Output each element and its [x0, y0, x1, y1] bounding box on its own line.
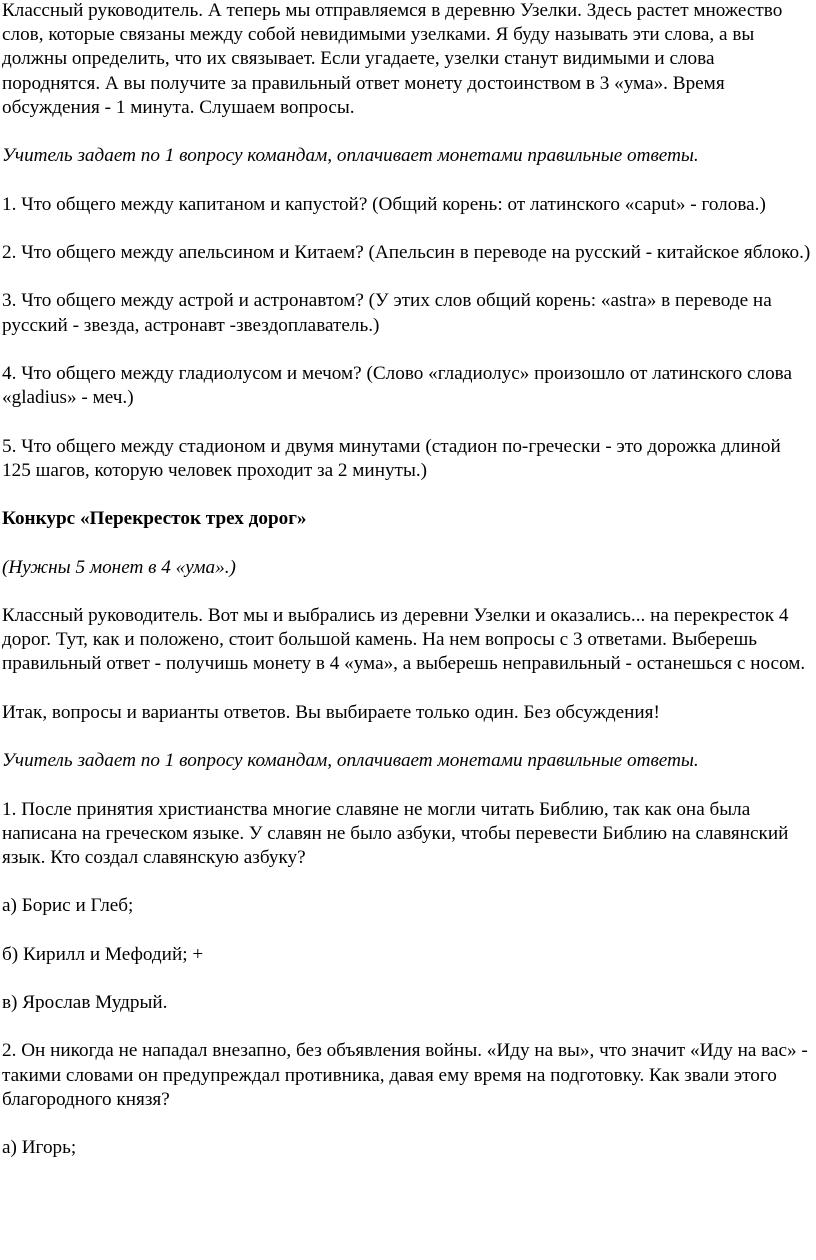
quiz-option: а) Игорь; — [2, 1137, 77, 1159]
section1-intro: Классный руководитель. А теперь мы отправляемся в деревню Узелки. Здесь растет множество слов, которые связаны между собой невидимыми узелками. Я буду называть эти слова, а вы должны определить, что их связывает. Если угадаете, узелки станут видимыми и слова породнятся. А вы получите за правильный ответ монету достоинством в 3 «ума». Время обсуждения - 1 минута. Слушаем вопросы. — [2, 0, 783, 118]
section1-question-3: 3. Что общего между астрой и астронавтом? (У этих слов общий корень: «astra» в переводе на русский - звезда, астронавт -звездоплаватель.) — [2, 290, 772, 336]
contest-heading: Конкурс «Перекресток трех дорог» — [2, 508, 307, 530]
section1-question-4: 4. Что общего между гладиолусом и мечом? (Слово «гладиолус» произошло от латинского слова «gladius» - меч.) — [2, 362, 792, 409]
quiz-question-2: 2. Он никогда не нападал внезапно, без объявления войны. «Иду на вы», что значит «Иду на вас» - такими словами он предупреждал противника, давая ему время на подготовку. Как звали этого благородного князя? — [2, 1040, 808, 1110]
quiz-option: в) Ярослав Мудрый. — [2, 992, 168, 1014]
section1-teacher-note: Учитель задает по 1 вопросу командам, оплачивает монетами правильные ответы. — [2, 145, 699, 167]
section1-question-2: 2. Что общего между апельсином и Китаем? (Апельсин в переводе на русский - китайское яблоко.) — [2, 241, 811, 263]
section1-question-5: 5. Что общего между стадионом и двумя минутами (стадион по-гречески - это дорожка длиной 125 шагов, которую человек проходит за 2 минуты.) — [2, 435, 781, 481]
section2-teacher-note: Учитель задает по 1 вопросу командам, оплачивает монетами правильные ответы. — [2, 750, 699, 772]
quiz-question-1: 1. После принятия христианства многие славяне не могли читать Библию, так как она была написана на греческом языке. У славян не было азбуки, чтобы перевести Библию на славянский язык. Кто создал славянскую азбуку? — [2, 798, 789, 868]
section1-question-1: 1. Что общего между капитаном и капустой? (Общий корень: от латинского «caput» - голова.) — [2, 193, 766, 215]
contest-subheading: (Нужны 5 монет в 4 «ума».) — [2, 556, 236, 578]
section2-instruction: Итак, вопросы и варианты ответов. Вы выбираете только один. Без обсуждения! — [2, 701, 660, 723]
quiz-option: б) Кирилл и Мефодий; + — [2, 943, 204, 965]
section2-intro: Классный руководитель. Вот мы и выбрались из деревни Узелки и оказались... на перекресток 4 дорог. Тут, как и положено, стоит большой камень. На нем вопросы с 3 ответами. Выберешь правильный ответ - получишь монету в 4 «ума», а выберешь неправильный - останешься с носом. — [2, 604, 806, 675]
quiz-option: а) Борис и Глеб; — [2, 895, 134, 917]
